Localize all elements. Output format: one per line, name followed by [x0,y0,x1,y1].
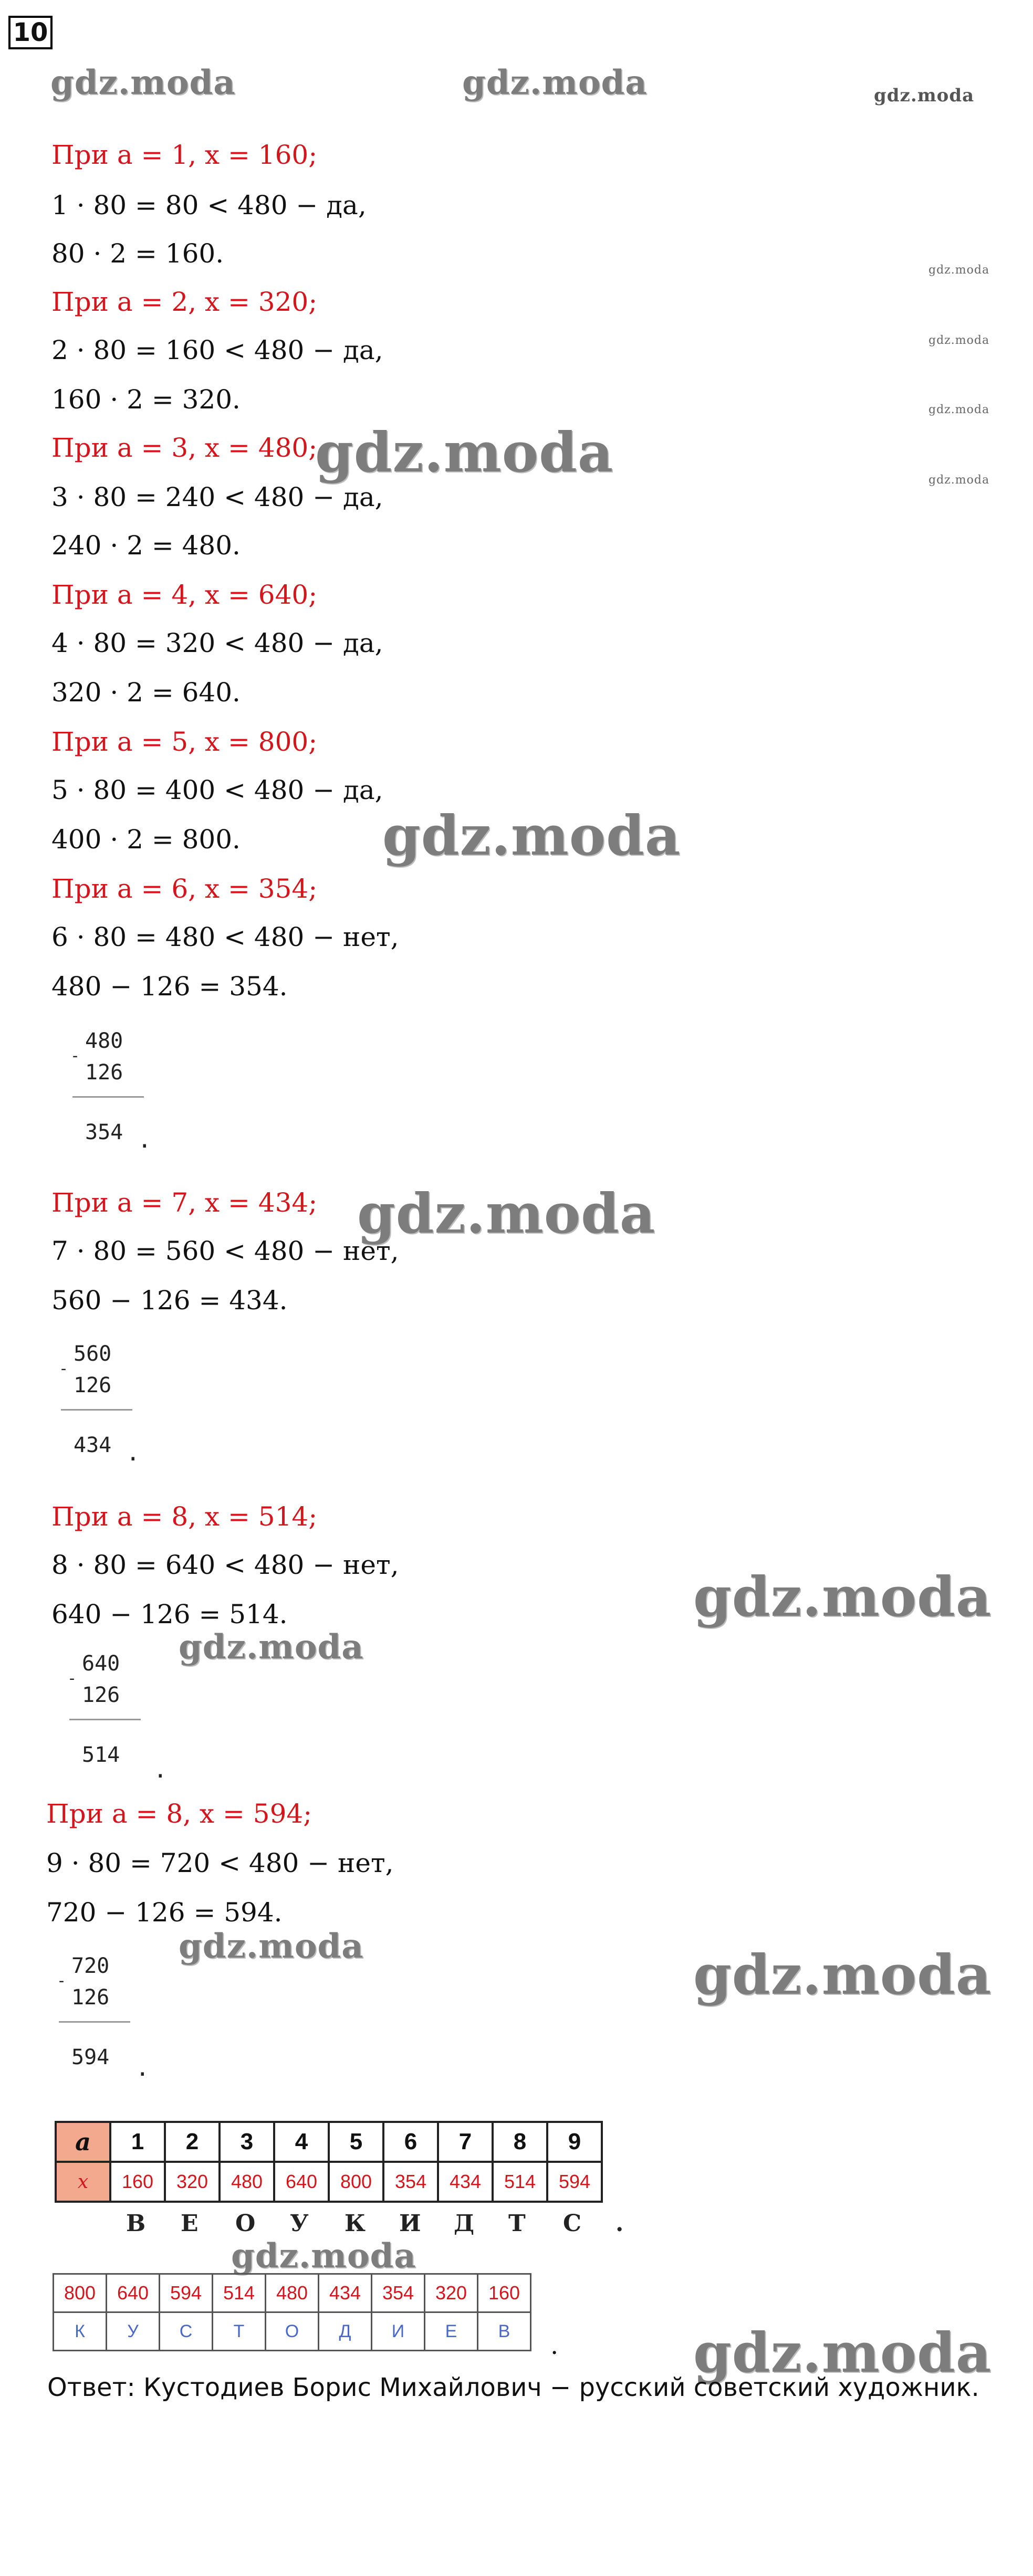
letter-cell: И [372,2312,425,2351]
difference: 594 [71,2045,110,2069]
watermark: gdz.moda [357,1181,656,1246]
number-cell: 434 [319,2274,372,2312]
case-header: При a = 4, x = 640; [51,580,318,610]
letter-cell: Е [425,2312,478,2351]
x-cell: 800 [329,2162,383,2202]
letter: Д [454,2210,475,2237]
case-header: При a = 7, x = 434; [51,1187,318,1218]
x-cell: 480 [220,2162,274,2202]
comparison-line: 8 · 80 = 640 < 480 − нет, [51,1550,399,1580]
number-cell: 594 [160,2274,213,2312]
calculation-line: 400 · 2 = 800. [51,824,241,855]
subtrahend: 126 [82,1683,120,1707]
column-rule [61,1409,132,1411]
answer-table [53,2273,531,2351]
case-header: При a = 2, x = 320; [51,287,318,317]
letter-cell: Т [213,2312,266,2351]
watermark: gdz.moda [928,334,990,347]
x-cell: 320 [165,2162,220,2202]
case-header: При a = 1, x = 160; [51,140,318,170]
watermark: gdz.moda [693,1564,992,1629]
column-rule [72,1096,144,1098]
difference: 354 [85,1120,123,1144]
letter-cell: О [266,2312,319,2351]
a-cell: 5 [329,2122,383,2162]
row-label-a: a [56,2122,110,2162]
number-cell: 480 [266,2274,319,2312]
minuend: 560 [74,1342,112,1366]
column-rule [69,1719,141,1720]
comparison-line: 1 · 80 = 80 < 480 − да, [51,190,367,220]
a-cell: 4 [274,2122,329,2162]
comparison-line: 4 · 80 = 320 < 480 − да, [51,628,383,658]
a-cell: 3 [220,2122,274,2162]
calculation-line: 80 · 2 = 160. [51,238,224,269]
watermark: gdz.moda [231,2236,416,2276]
letter: С [563,2210,582,2237]
x-cell: 354 [383,2162,438,2202]
watermark: gdz.moda [50,63,236,102]
case-header: При a = 8, x = 594; [46,1799,312,1829]
letter: У [290,2210,309,2237]
calculation-line: 320 · 2 = 640. [51,677,241,708]
letter-cell: В [478,2312,531,2351]
a-cell: 9 [547,2122,602,2162]
number-cell: 514 [213,2274,266,2312]
difference: 514 [82,1743,120,1767]
letter-cell: У [107,2312,160,2351]
calculation-line: 480 − 126 = 354. [51,971,288,1002]
a-cell: 2 [165,2122,220,2162]
case-header: При a = 5, x = 800; [51,727,318,757]
letter: И [399,2210,421,2237]
case-header: При a = 3, x = 480; [51,433,318,463]
task-number-badge: 10 [8,16,53,49]
letter: К [345,2210,366,2237]
comparison-line: 5 · 80 = 400 < 480 − да, [51,775,383,805]
watermark: gdz.moda [179,1927,364,1966]
watermark: gdz.moda [928,403,990,416]
minuend: 720 [71,1954,110,1978]
a-cell: 6 [383,2122,438,2162]
number-cell: 320 [425,2274,478,2312]
x-cell: 640 [274,2162,329,2202]
letter: Т [508,2210,526,2237]
a-cell: 8 [493,2122,547,2162]
x-cell: 160 [110,2162,165,2202]
letter-cell: Д [319,2312,372,2351]
minuend: 640 [82,1652,120,1676]
minuend: 480 [85,1029,123,1053]
comparison-line: 6 · 80 = 480 < 480 − нет, [51,922,399,952]
watermark: gdz.moda [693,2320,992,2385]
a-cell: 1 [110,2122,165,2162]
subtrahend: 126 [74,1373,112,1397]
comparison-line: 7 · 80 = 560 < 480 − нет, [51,1236,399,1266]
watermark: gdz.moda [179,1627,364,1667]
comparison-line: 2 · 80 = 160 < 480 − да, [51,335,383,365]
watermark: gdz.moda [874,85,975,106]
comparison-line: 9 · 80 = 720 < 480 − нет, [46,1848,394,1878]
x-cell: 514 [493,2162,547,2202]
case-header: При a = 6, x = 354; [51,874,318,904]
letter: О [235,2210,256,2237]
a-cell: 7 [438,2122,493,2162]
calculation-line: 160 · 2 = 320. [51,384,241,415]
difference: 434 [74,1433,112,1457]
answer-text: Ответ: Кустодиев Борис Михайлович − русский советский художник. [47,2373,979,2402]
calculation-line: 560 − 126 = 434. [51,1285,288,1316]
letter: Е [181,2210,199,2237]
watermark: gdz.moda [928,474,990,487]
number-cell: 800 [54,2274,107,2312]
subtrahend: 126 [71,1985,110,2010]
letter-cell: С [160,2312,213,2351]
x-cell: 434 [438,2162,493,2202]
subtrahend: 126 [85,1060,123,1085]
calculation-line: 240 · 2 = 480. [51,530,241,561]
x-cell: 594 [547,2162,602,2202]
number-cell: 640 [107,2274,160,2312]
row-label-x: x [56,2162,110,2202]
calculation-line: 640 − 126 = 514. [51,1599,288,1629]
values-table [55,2121,603,2203]
calculation-line: 720 − 126 = 594. [46,1897,283,1928]
watermark: gdz.moda [382,803,681,868]
watermark: gdz.moda [462,63,648,102]
watermark: gdz.moda [693,1942,992,2007]
comparison-line: 3 · 80 = 240 < 480 − да, [51,482,383,512]
letter: В [126,2210,146,2237]
number-cell: 160 [478,2274,531,2312]
watermark: gdz.moda [315,420,614,485]
case-header: При a = 8, x = 514; [51,1501,318,1532]
letter-cell: К [54,2312,107,2351]
watermark: gdz.moda [928,264,990,277]
column-rule [59,2021,130,2023]
number-cell: 354 [372,2274,425,2312]
